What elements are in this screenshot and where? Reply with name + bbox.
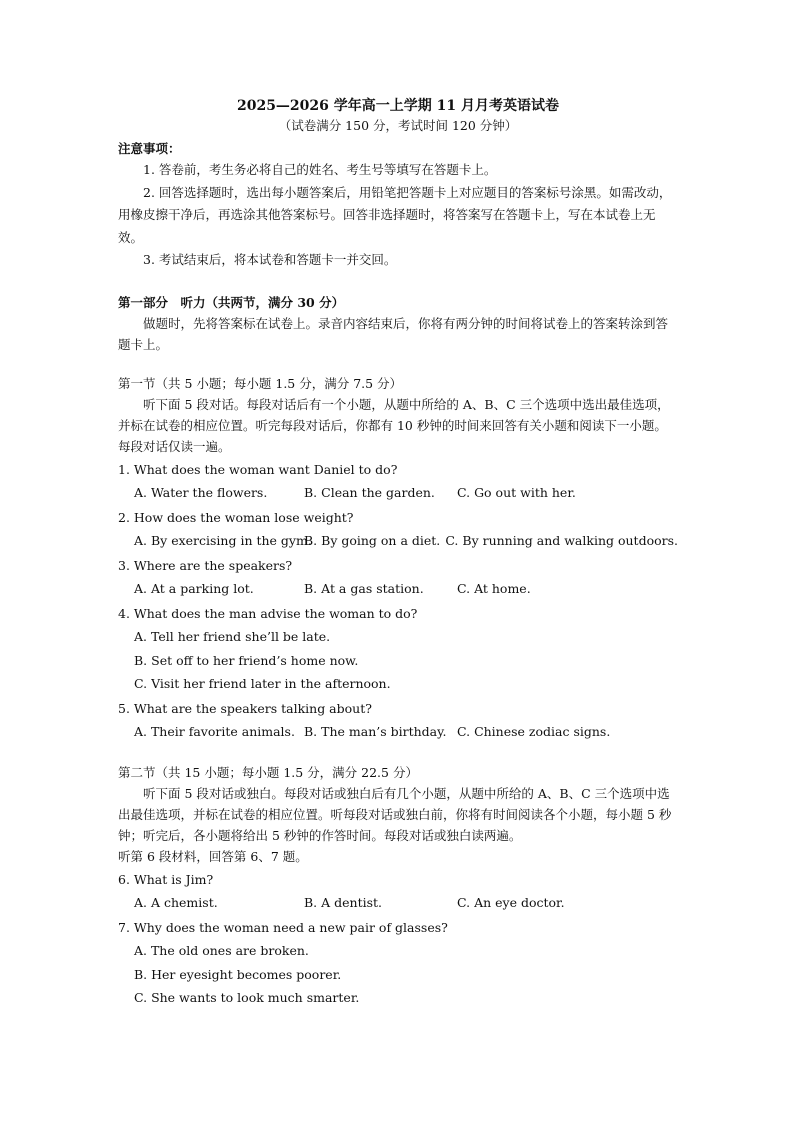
- section2-instruction: 听下面 5 段对话或独白。每段对话或独白后有几个小题，从题中所给的 A、B、C 三个选项中选出最佳选项，并标在试卷的相应位置。听每段对话或独白前，你将有时间阅读各个小题，每小题 5 秒钟；听完后，各小题将给出 5 秒钟的作答时间。每段对话或独白读两遍。: [118, 785, 672, 843]
- option-c: C. Go out with her.: [457, 485, 576, 500]
- question-text: 6. What is Jim?: [118, 871, 214, 887]
- notice-item: 3. 考试结束后，将本试卷和答题卡一并交回。: [143, 252, 397, 267]
- option-b: B. A dentist.: [304, 895, 383, 910]
- option-a: A. Tell her friend she’ll be late.: [134, 629, 331, 644]
- option-c: C. Visit her friend later in the afternoon.: [134, 676, 391, 691]
- option-b: B. Clean the garden.: [304, 485, 435, 500]
- option-a: A. The old ones are broken.: [134, 943, 309, 958]
- section2-heading: 第二节（共 15 小题；每小题 1.5 分，满分 22.5 分）: [118, 764, 418, 780]
- option-c: C. At home.: [457, 581, 531, 596]
- question-options: [118, 577, 678, 601]
- section1-heading: 第一节（共 5 小题；每小题 1.5 分，满分 7.5 分）: [118, 375, 403, 391]
- exam-title: 2025—2026 学年高一上学期 11 月月考英语试卷: [236, 98, 560, 114]
- part1-instruction: 做题时，先将答案标在试卷上。录音内容结束后，你将有两分钟的时间将试卷上的答案转涂到答题卡上。: [118, 315, 669, 352]
- option-a: A. A chemist.: [134, 895, 218, 910]
- section2-material-note: 听第 6 段材料，回答第 6、7 题。: [118, 848, 308, 864]
- question-text: 2. How does the woman lose weight?: [118, 509, 354, 525]
- option-b: B. The man’s birthday.: [304, 724, 447, 739]
- question-text: 3. Where are the speakers?: [118, 557, 293, 573]
- notice-list: [118, 159, 678, 272]
- question-text: 7. Why does the woman need a new pair of glasses?: [118, 919, 448, 935]
- question-options: [118, 529, 678, 553]
- option-a: A. Their favorite animals.: [134, 724, 295, 739]
- question-text: 5. What are the speakers talking about?: [118, 700, 372, 716]
- question-options: [118, 891, 678, 915]
- option-a: A. By exercising in the gym.: [134, 533, 312, 548]
- option-b: B. Her eyesight becomes poorer.: [134, 966, 342, 982]
- option-c: C. By running and walking outdoors.: [445, 533, 678, 548]
- notice-item: 1. 答卷前，考生务必将自己的姓名、考生号等填写在答题卡上。: [143, 162, 497, 177]
- question-options: [118, 481, 678, 505]
- option-a: A. Water the flowers.: [134, 485, 268, 500]
- option-c: C. She wants to look much smarter.: [134, 990, 360, 1005]
- exam-subtitle: （试卷满分 150 分，考试时间 120 分钟）: [278, 118, 518, 133]
- exam-page: [118, 96, 678, 1010]
- question-options: [118, 939, 678, 1010]
- part1-heading: 第一部分 听力（共两节，满分 30 分）: [118, 294, 345, 310]
- option-c: C. An eye doctor.: [457, 895, 565, 910]
- option-c: C. Chinese zodiac signs.: [457, 724, 611, 739]
- question-text: 4. What does the man advise the woman to do?: [118, 605, 418, 621]
- question-options: [118, 625, 678, 696]
- notice-heading: 注意事项：: [118, 141, 181, 156]
- option-b: B. By going on a diet.: [304, 533, 441, 548]
- question-options: [118, 720, 678, 744]
- notice-item: 2. 回答选择题时，选出每小题答案后，用铅笔把答题卡上对应题目的答案标号涂黑。如需改动，用橡皮擦干净后，再选涂其他答案标号。回答非选择题时，将答案写在答题卡上，写在本试卷上无效。: [118, 184, 672, 245]
- option-a: A. At a parking lot.: [134, 581, 254, 596]
- section1-instruction: 听下面 5 段对话。每段对话后有一个小题，从题中所给的 A、B、C 三个选项中选出最佳选项，并标在试卷的相应位置。听完每段对话后，你都有 10 秒钟的时间来回答有关小题和阅读下一小题。每段对话仅读一遍。: [118, 396, 670, 454]
- option-b: B. At a gas station.: [304, 581, 424, 596]
- option-b: B. Set off to her friend’s home now.: [134, 652, 359, 668]
- question-text: 1. What does the woman want Daniel to do?: [118, 461, 398, 477]
